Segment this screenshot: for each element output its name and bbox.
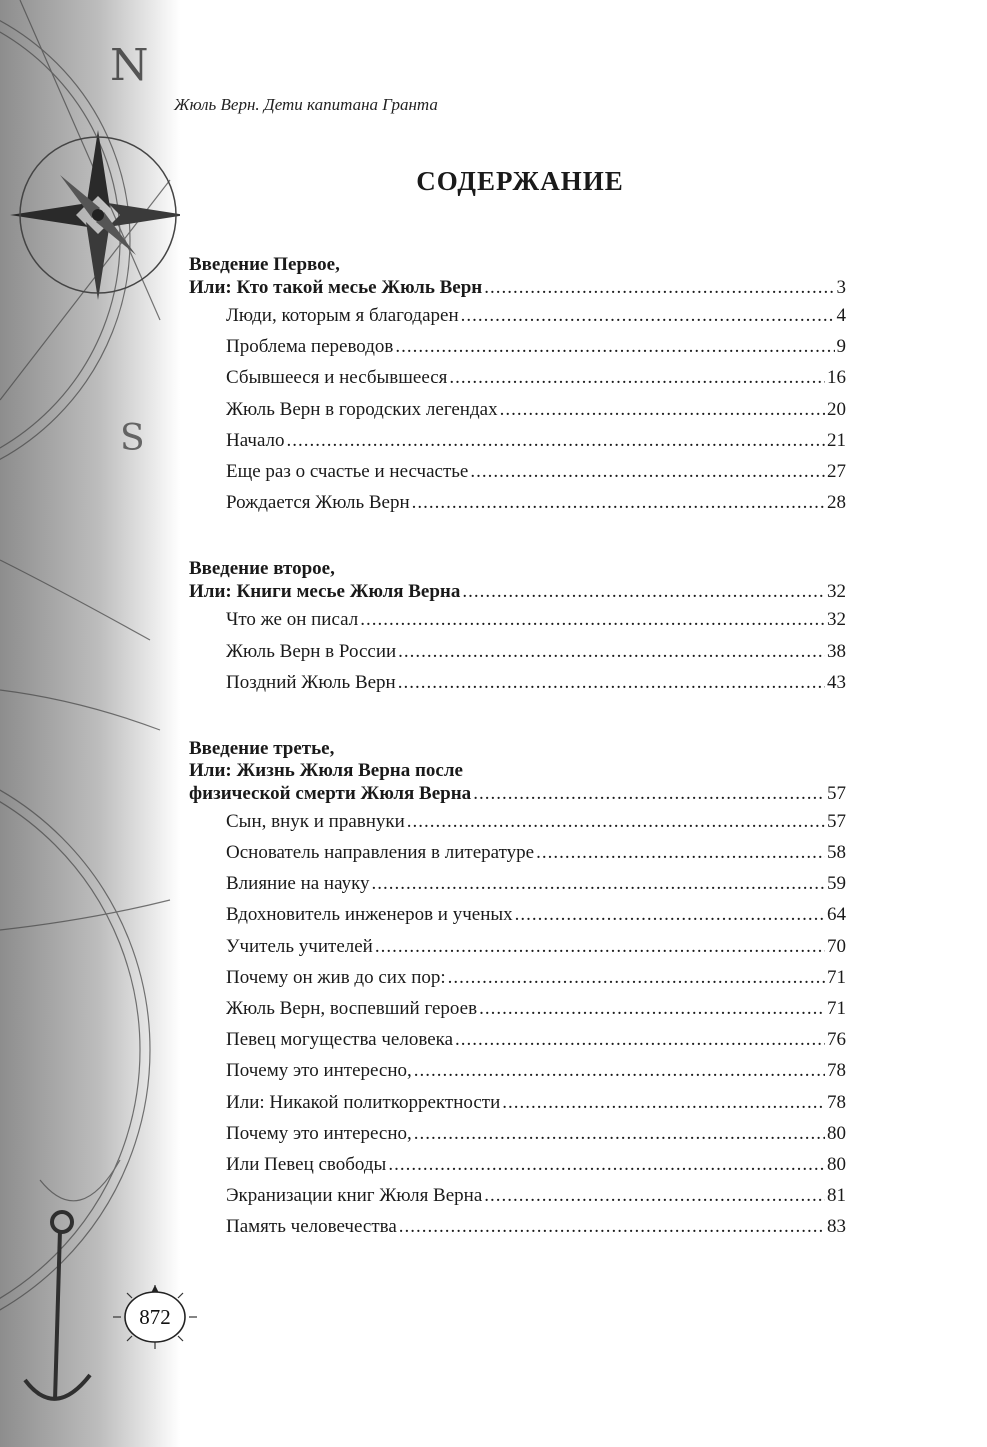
dot-leader: [398, 667, 825, 698]
toc-entry-page: 83: [827, 1216, 846, 1238]
toc-entry[interactable]: [189, 899, 846, 930]
toc-entry-page: 81: [827, 1185, 846, 1207]
running-head: Жюль Верн. Дети капитана Гранта: [174, 95, 438, 114]
toc-entry-title: Почему он жив до сих пор:: [226, 966, 446, 988]
toc-entry-page: 27: [827, 460, 846, 482]
toc-entry-page: 64: [827, 904, 846, 926]
compass-map-illustration: [0, 0, 180, 1447]
toc-entry-page: 76: [827, 1029, 846, 1051]
toc-entry-title: Почему это интересно,: [226, 1122, 412, 1144]
toc-entry-title: Поздний Жюль Верн: [226, 671, 396, 693]
toc-entry-title: Сын, внук и правнуки: [226, 810, 405, 832]
toc-entry-page: 38: [827, 640, 846, 662]
toc-entry-title: Влияние на науку: [226, 873, 370, 895]
toc-entry[interactable]: [189, 667, 846, 698]
dot-leader: [461, 300, 835, 331]
dot-leader: [395, 331, 834, 362]
dot-leader: [407, 806, 825, 837]
toc-entry-title: Или: Никакой политкорректности: [226, 1091, 501, 1113]
toc-entry[interactable]: [189, 868, 846, 899]
dot-leader: [449, 362, 825, 393]
toc-entry-title: Память человечества: [226, 1216, 397, 1238]
toc-entry-title: Проблема переводов: [226, 336, 394, 358]
toc-entry[interactable]: [189, 837, 846, 868]
toc-entry-title: Или: Книги месье Жюля Верна: [189, 581, 461, 603]
dot-leader: [462, 580, 825, 604]
toc-entry-title: Экранизации книг Жюля Верна: [226, 1185, 483, 1207]
toc-entry[interactable]: [189, 993, 846, 1024]
toc-entry-page: 57: [827, 782, 846, 804]
toc-entry-page: 32: [827, 609, 846, 631]
dot-leader: [388, 1149, 825, 1180]
toc-entry[interactable]: [189, 1087, 846, 1118]
toc-section: [189, 738, 846, 1243]
toc-entry-page: 78: [827, 1060, 846, 1082]
toc-entry[interactable]: [189, 300, 846, 331]
toc-entry-page: 16: [827, 367, 846, 389]
toc-entry-page: 80: [827, 1153, 846, 1175]
dot-leader: [500, 394, 825, 425]
toc-entry-page: 57: [827, 810, 846, 832]
section-heading: Введение второе,: [189, 558, 335, 580]
toc-entry-page: 70: [827, 935, 846, 957]
toc-entry-title: Еще раз о счастье и несчастье: [226, 460, 469, 482]
dot-leader: [484, 276, 834, 300]
dot-leader: [515, 899, 825, 930]
toc-entry-title: Люди, которым я благодарен: [226, 305, 459, 326]
toc-entry-title: Певец могущества человека: [226, 1029, 453, 1051]
toc-entry-title: Начало: [226, 429, 285, 451]
page-number-badge: [113, 1285, 197, 1349]
dot-leader: [399, 1211, 825, 1242]
dot-leader: [375, 931, 825, 962]
dot-leader: [455, 1024, 825, 1055]
toc-entry[interactable]: [189, 1149, 846, 1180]
dot-leader: [412, 487, 825, 518]
toc-entry[interactable]: [189, 1180, 846, 1211]
toc-entry-title: Сбывшееся и несбывшееся: [226, 367, 448, 389]
table-of-contents: [189, 254, 846, 1283]
toc-entry[interactable]: [189, 362, 846, 393]
dot-leader: [536, 837, 825, 868]
toc-entry-page: 3: [836, 277, 846, 298]
toc-entry-page: 71: [827, 998, 846, 1019]
toc-entry[interactable]: [189, 636, 846, 667]
toc-entry-page: 59: [827, 873, 846, 895]
toc-entry-page: 43: [827, 671, 846, 693]
toc-entry-page: 71: [827, 966, 846, 988]
toc-entry-page: 80: [827, 1122, 846, 1144]
toc-entry[interactable]: [189, 931, 846, 962]
toc-entry-page: 21: [827, 429, 846, 451]
toc-entry[interactable]: [189, 1211, 846, 1242]
toc-entry-page: 4: [836, 305, 846, 326]
toc-entry-title: Вдохновитель инженеров и ученых: [226, 904, 513, 926]
dot-leader: [287, 425, 825, 456]
toc-entry-title: Рождается Жюль Верн: [226, 492, 410, 514]
toc-entry-page: 28: [827, 492, 846, 514]
section-heading: Введение Первое,: [189, 254, 340, 275]
toc-entry[interactable]: [189, 962, 846, 993]
toc-entry[interactable]: [189, 1055, 846, 1086]
toc-entry[interactable]: [189, 331, 846, 362]
toc-entry-title: Почему это интересно,: [226, 1060, 412, 1082]
dot-leader: [470, 456, 825, 487]
decorative-map-margin: [0, 0, 180, 1447]
toc-entry-title: Жюль Верн в городских легендах: [226, 398, 498, 420]
dot-leader: [473, 782, 825, 806]
toc-entry[interactable]: [189, 1024, 846, 1055]
toc-entry-page: 20: [827, 398, 846, 420]
toc-section: [189, 558, 846, 698]
section-heading: Или: Жизнь Жюля Верна после: [189, 759, 463, 781]
toc-entry-title: Основатель направления в литературе: [226, 842, 535, 864]
toc-entry-title: Жюль Верн в России: [226, 640, 397, 662]
toc-entry-main[interactable]: [189, 276, 846, 300]
dot-leader: [372, 868, 825, 899]
toc-entry-main[interactable]: [189, 782, 846, 806]
toc-entry-title: Учитель учителей: [226, 935, 373, 957]
north-letter-icon: N: [110, 40, 149, 91]
toc-entry-title: Что же он писал: [226, 609, 359, 631]
toc-entry[interactable]: [189, 487, 846, 518]
south-letter-icon: S: [120, 418, 145, 459]
toc-entry[interactable]: [189, 456, 846, 487]
toc-entry[interactable]: [189, 604, 846, 635]
dot-leader: [502, 1087, 825, 1118]
dot-leader: [484, 1180, 825, 1211]
dot-leader: [479, 993, 825, 1024]
toc-entry[interactable]: [189, 806, 846, 837]
dot-leader: [414, 1055, 825, 1086]
toc-entry-page: 32: [827, 581, 846, 603]
toc-entry-title: Или Певец свободы: [226, 1153, 387, 1175]
section-heading: Введение третье,: [189, 737, 335, 759]
dot-leader: [360, 604, 825, 635]
toc-entry[interactable]: [189, 1118, 846, 1149]
toc-section: [189, 254, 846, 518]
toc-entry-main[interactable]: [189, 580, 846, 604]
dot-leader: [448, 962, 825, 993]
toc-entry-title: физической смерти Жюля Верна: [189, 782, 472, 804]
toc-entry[interactable]: [189, 394, 846, 425]
toc-entry-title: Или: Кто такой месье Жюль Верн: [189, 277, 483, 298]
dot-leader: [414, 1118, 825, 1149]
toc-entry-page: 58: [827, 842, 846, 864]
toc-entry-page: 78: [827, 1091, 846, 1113]
page-number: 872: [139, 1305, 171, 1329]
toc-entry-title: Жюль Верн, воспевший героев: [226, 998, 478, 1019]
page-title: СОДЕРЖАНИЕ: [416, 166, 624, 196]
toc-entry-page: 9: [836, 336, 846, 358]
dot-leader: [398, 636, 825, 667]
toc-entry[interactable]: [189, 425, 846, 456]
